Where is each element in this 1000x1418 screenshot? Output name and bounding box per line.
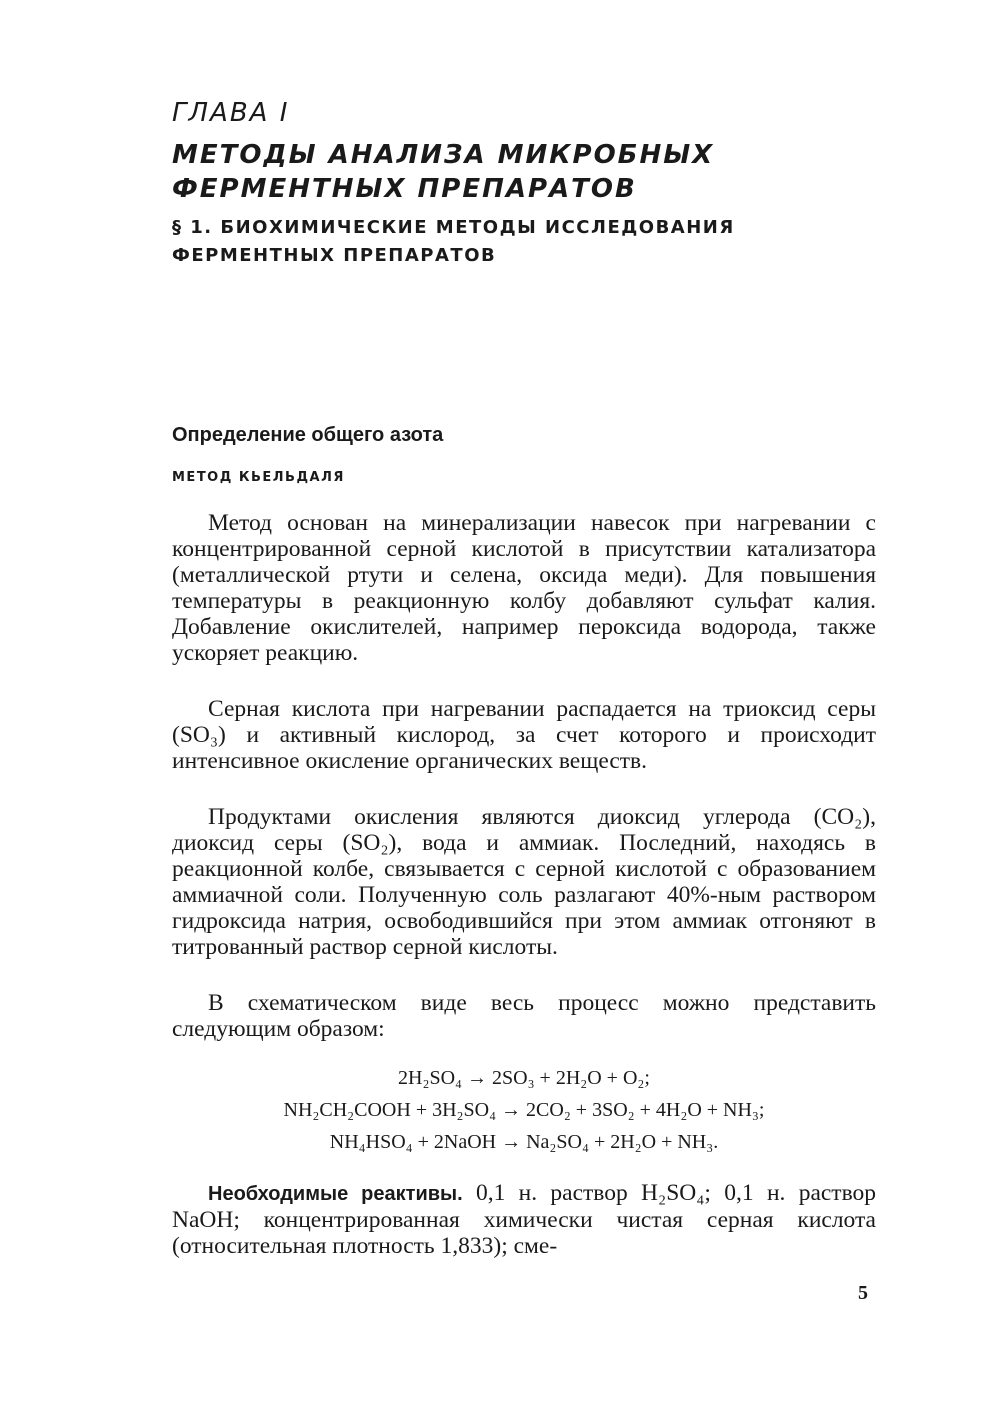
section-heading xyxy=(172,214,735,270)
paragraph-1: Метод основан на минерализации навесок при нагревании с концентрированной серной кислотой в присутствии катализатора (металлической ртути и селена, оксида меди). Для повышения температуры в реакционную колбу добавляют сульфат калия. Добавление окислителей, например пероксида водорода, также ускоряет реакцию. xyxy=(172,510,876,666)
paragraph-3: Продуктами окисления являются диоксид углерода (CO₂), диоксид серы (SO₂), вода и аммиак. Последний, находясь в реакционной колбе, связывается с серной кислотой с образованием аммиачной соли. Полученную соль разлагают 40%-ным раствором гидроксида натрия, освободившийся при этом аммиак отгоняют в титрованный раствор серной кислоты. xyxy=(172,804,876,960)
equation-1: 2H₂SO₄ → 2SO₃ + 2H₂O + O₂; xyxy=(398,1067,650,1089)
chapter-title-line1: МЕТОДЫ АНАЛИЗА МИКРОБНЫХ xyxy=(172,140,715,170)
chapter-title xyxy=(172,138,714,206)
equation-2: NH₂CH₂COOH + 3H₂SO₄ → 2CO₂ + 3SO₂ + 4H₂O + NH₃; xyxy=(283,1099,765,1121)
reagents-text: 0,1 н. раствор H₂SO₄; 0,1 н. раствор NaOH; концентрированная химически чистая серная кислота (относительная плотность 1,833); сме- xyxy=(172,1180,877,1259)
paragraph-3-block xyxy=(172,804,876,960)
equation-3: NH₄HSO₄ + 2NaOH → Na₂SO₄ + 2H₂O + NH₃. xyxy=(329,1131,719,1153)
method-title: МЕТОД КЬЕЛЬДАЛЯ xyxy=(172,470,345,485)
chapter-title-line2: ФЕРМЕНТНЫХ ПРЕПАРАТОВ xyxy=(172,174,637,204)
chapter-label: ГЛАВА I xyxy=(172,98,290,128)
subsection-title: Определение общего азота xyxy=(172,424,444,446)
reagents-lead: Необходимые реактивы. xyxy=(208,1183,463,1205)
paragraph-4: В схематическом виде весь процесс можно представить следующим образом: xyxy=(172,990,876,1042)
paragraph-2: Серная кислота при нагревании распадается на триоксид серы (SO₃) и активный кислород, за счет которого и происходит интенсивное окисление органических веществ. xyxy=(172,696,876,774)
reagents-paragraph xyxy=(172,1180,876,1259)
equations-block xyxy=(172,1062,876,1158)
page-number: 5 xyxy=(858,1282,868,1304)
paragraph-2-block xyxy=(172,696,876,774)
section-heading-line1: § 1. БИОХИМИЧЕСКИЕ МЕТОДЫ ИССЛЕДОВАНИЯ xyxy=(172,217,735,238)
paragraph-1-block xyxy=(172,510,876,666)
section-heading-line2: ФЕРМЕНТНЫХ ПРЕПАРАТОВ xyxy=(172,245,497,266)
paragraph-4-block xyxy=(172,990,876,1042)
